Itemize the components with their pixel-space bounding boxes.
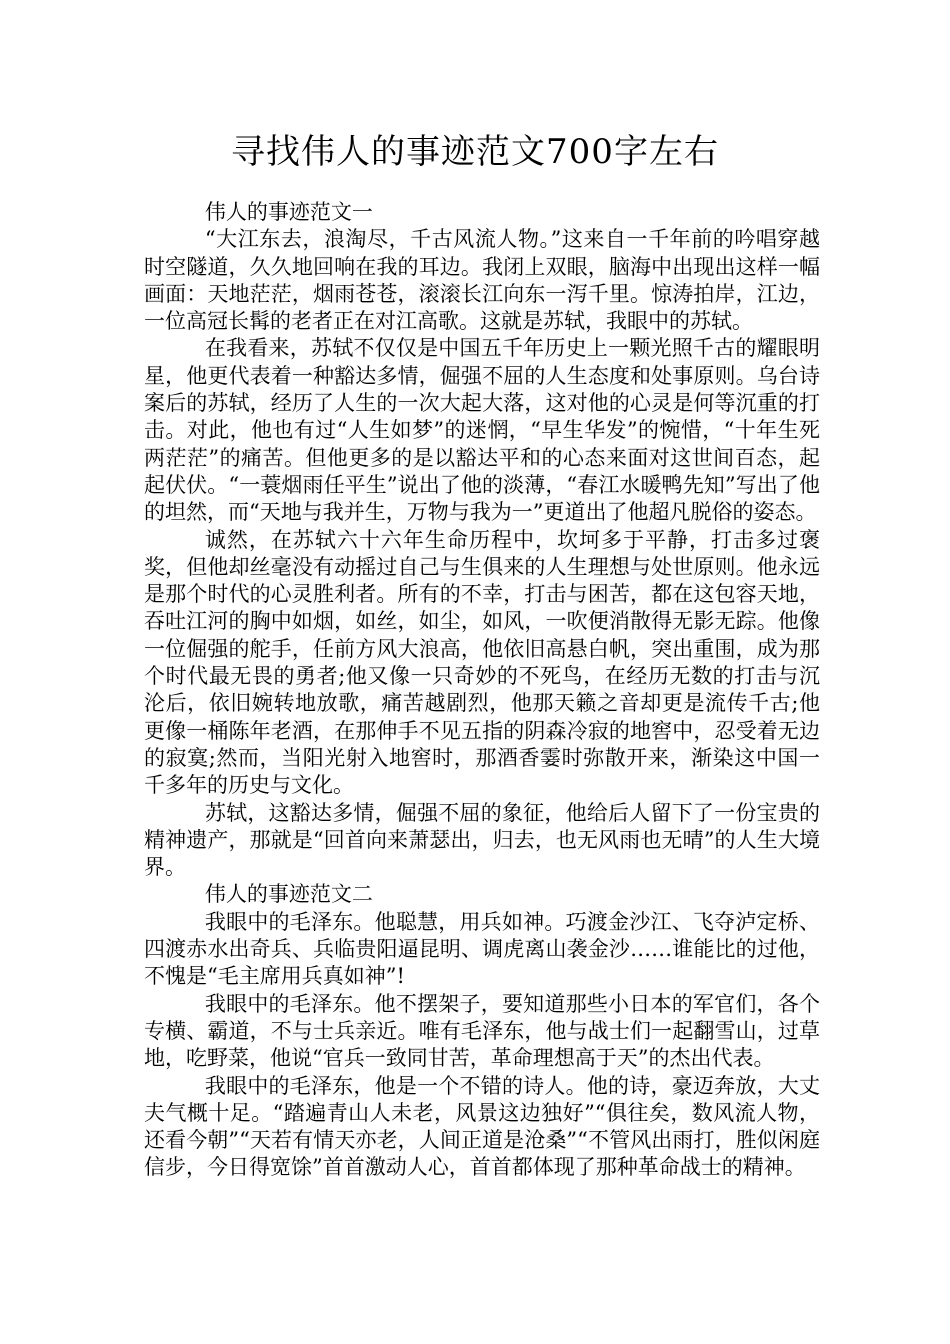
document-body (144, 199, 820, 1182)
paragraph: 在我看来，苏轼不仅仅是中国五千年历史上一颗光照千古的耀眼明星，他更代表着一种豁达多情，倔强不屈的人生态度和处事原则。乌台诗案后的苏轼，经历了人生的一次大起大落，这对他的心灵是何等沉重的打击。对此，他也有过“人生如梦”的迷惘，“早生华发”的惋惜，“十年生死两茫茫”的痛苦。但他更多的是以豁达平和的心态来面对这世间百态，起起伏伏。“一蓑烟雨任平生”说出了他的淡薄，“春江水暖鸭先知”写出了他的坦然，而“天地与我并生，万物与我为一”更道出了他超凡脱俗的姿态。 (144, 336, 820, 525)
paragraph: 我眼中的毛泽东。他聪慧，用兵如神。巧渡金沙江、飞夺泸定桥、四渡赤水出奇兵、兵临贵阳逼昆明、调虎离山袭金沙……谁能比的过他，不愧是“毛主席用兵真如神”! (144, 909, 820, 989)
section-heading: 伟人的事迹范文一 (204, 200, 373, 224)
paragraph: 苏轼，这豁达多情，倔强不屈的象征，他给后人留下了一份宝贵的精神遗产，那就是“回首向来萧瑟出，归去，也无风雨也无晴”的人生大境界。 (144, 800, 820, 880)
paragraph: 诚然，在苏轼六十六年生命历程中，坎坷多于平静，打击多过褒奖，但他却丝毫没有动摇过自己与生俱来的人生理想与处世原则。他永远是那个时代的心灵胜利者。所有的不幸，打击与困苦，都在这包容天地，吞吐江河的胸中如烟，如丝，如尘，如风，一吹便消散得无影无踪。他像一位倔强的舵手，任前方风大浪高，他依旧高悬白帆，突出重围，成为那个时代最无畏的勇者;他又像一只奇妙的不死鸟，在经历无数的打击与沉沦后，依旧婉转地放歌，痛苦越剧烈，他那天籁之音却更是流传千古;他更像一桶陈年老酒，在那伸手不见五指的阴森冷寂的地窖中，忍受着无边的寂寞;然而，当阳光射入地窖时，那酒香霎时弥散开来，渐染这中国一千多年的历史与文化。 (144, 527, 820, 798)
paragraph: “大江东去，浪淘尽，千古风流人物。”这来自一千年前的吟唱穿越时空隧道，久久地回响在我的耳边。我闭上双眼，脑海中出现出这样一幅画面：天地茫茫，烟雨苍苍，滚滚长江向东一泻千里。惊涛拍岸，江边，一位高冠长髯的老者正在对江高歌。这就是苏轼，我眼中的苏轼。 (144, 227, 820, 334)
paragraph: 我眼中的毛泽东，他是一个不错的诗人。他的诗，豪迈奔放，大丈夫气概十足。“踏遍青山人未老，风景这边独好”“俱往矣，数风流人物，还看今朝”“天若有情天亦老，人间正道是沧桑”“不管风出雨打，胜似闲庭信步，今日得宽馀”首首激动人心，首首都体现了那种革命战士的精神。 (144, 1073, 820, 1180)
paragraph: 我眼中的毛泽东。他不摆架子，要知道那些小日本的军官们，各个专横、霸道，不与士兵亲近。唯有毛泽东，他与战士们一起翻雪山，过草地，吃野菜，他说“官兵一致同甘苦，革命理想高于天”的杰出代表。 (144, 991, 820, 1071)
document-title: 寻找伟人的事迹范文700字左右 (231, 132, 719, 172)
section-heading: 伟人的事迹范文二 (204, 882, 373, 907)
